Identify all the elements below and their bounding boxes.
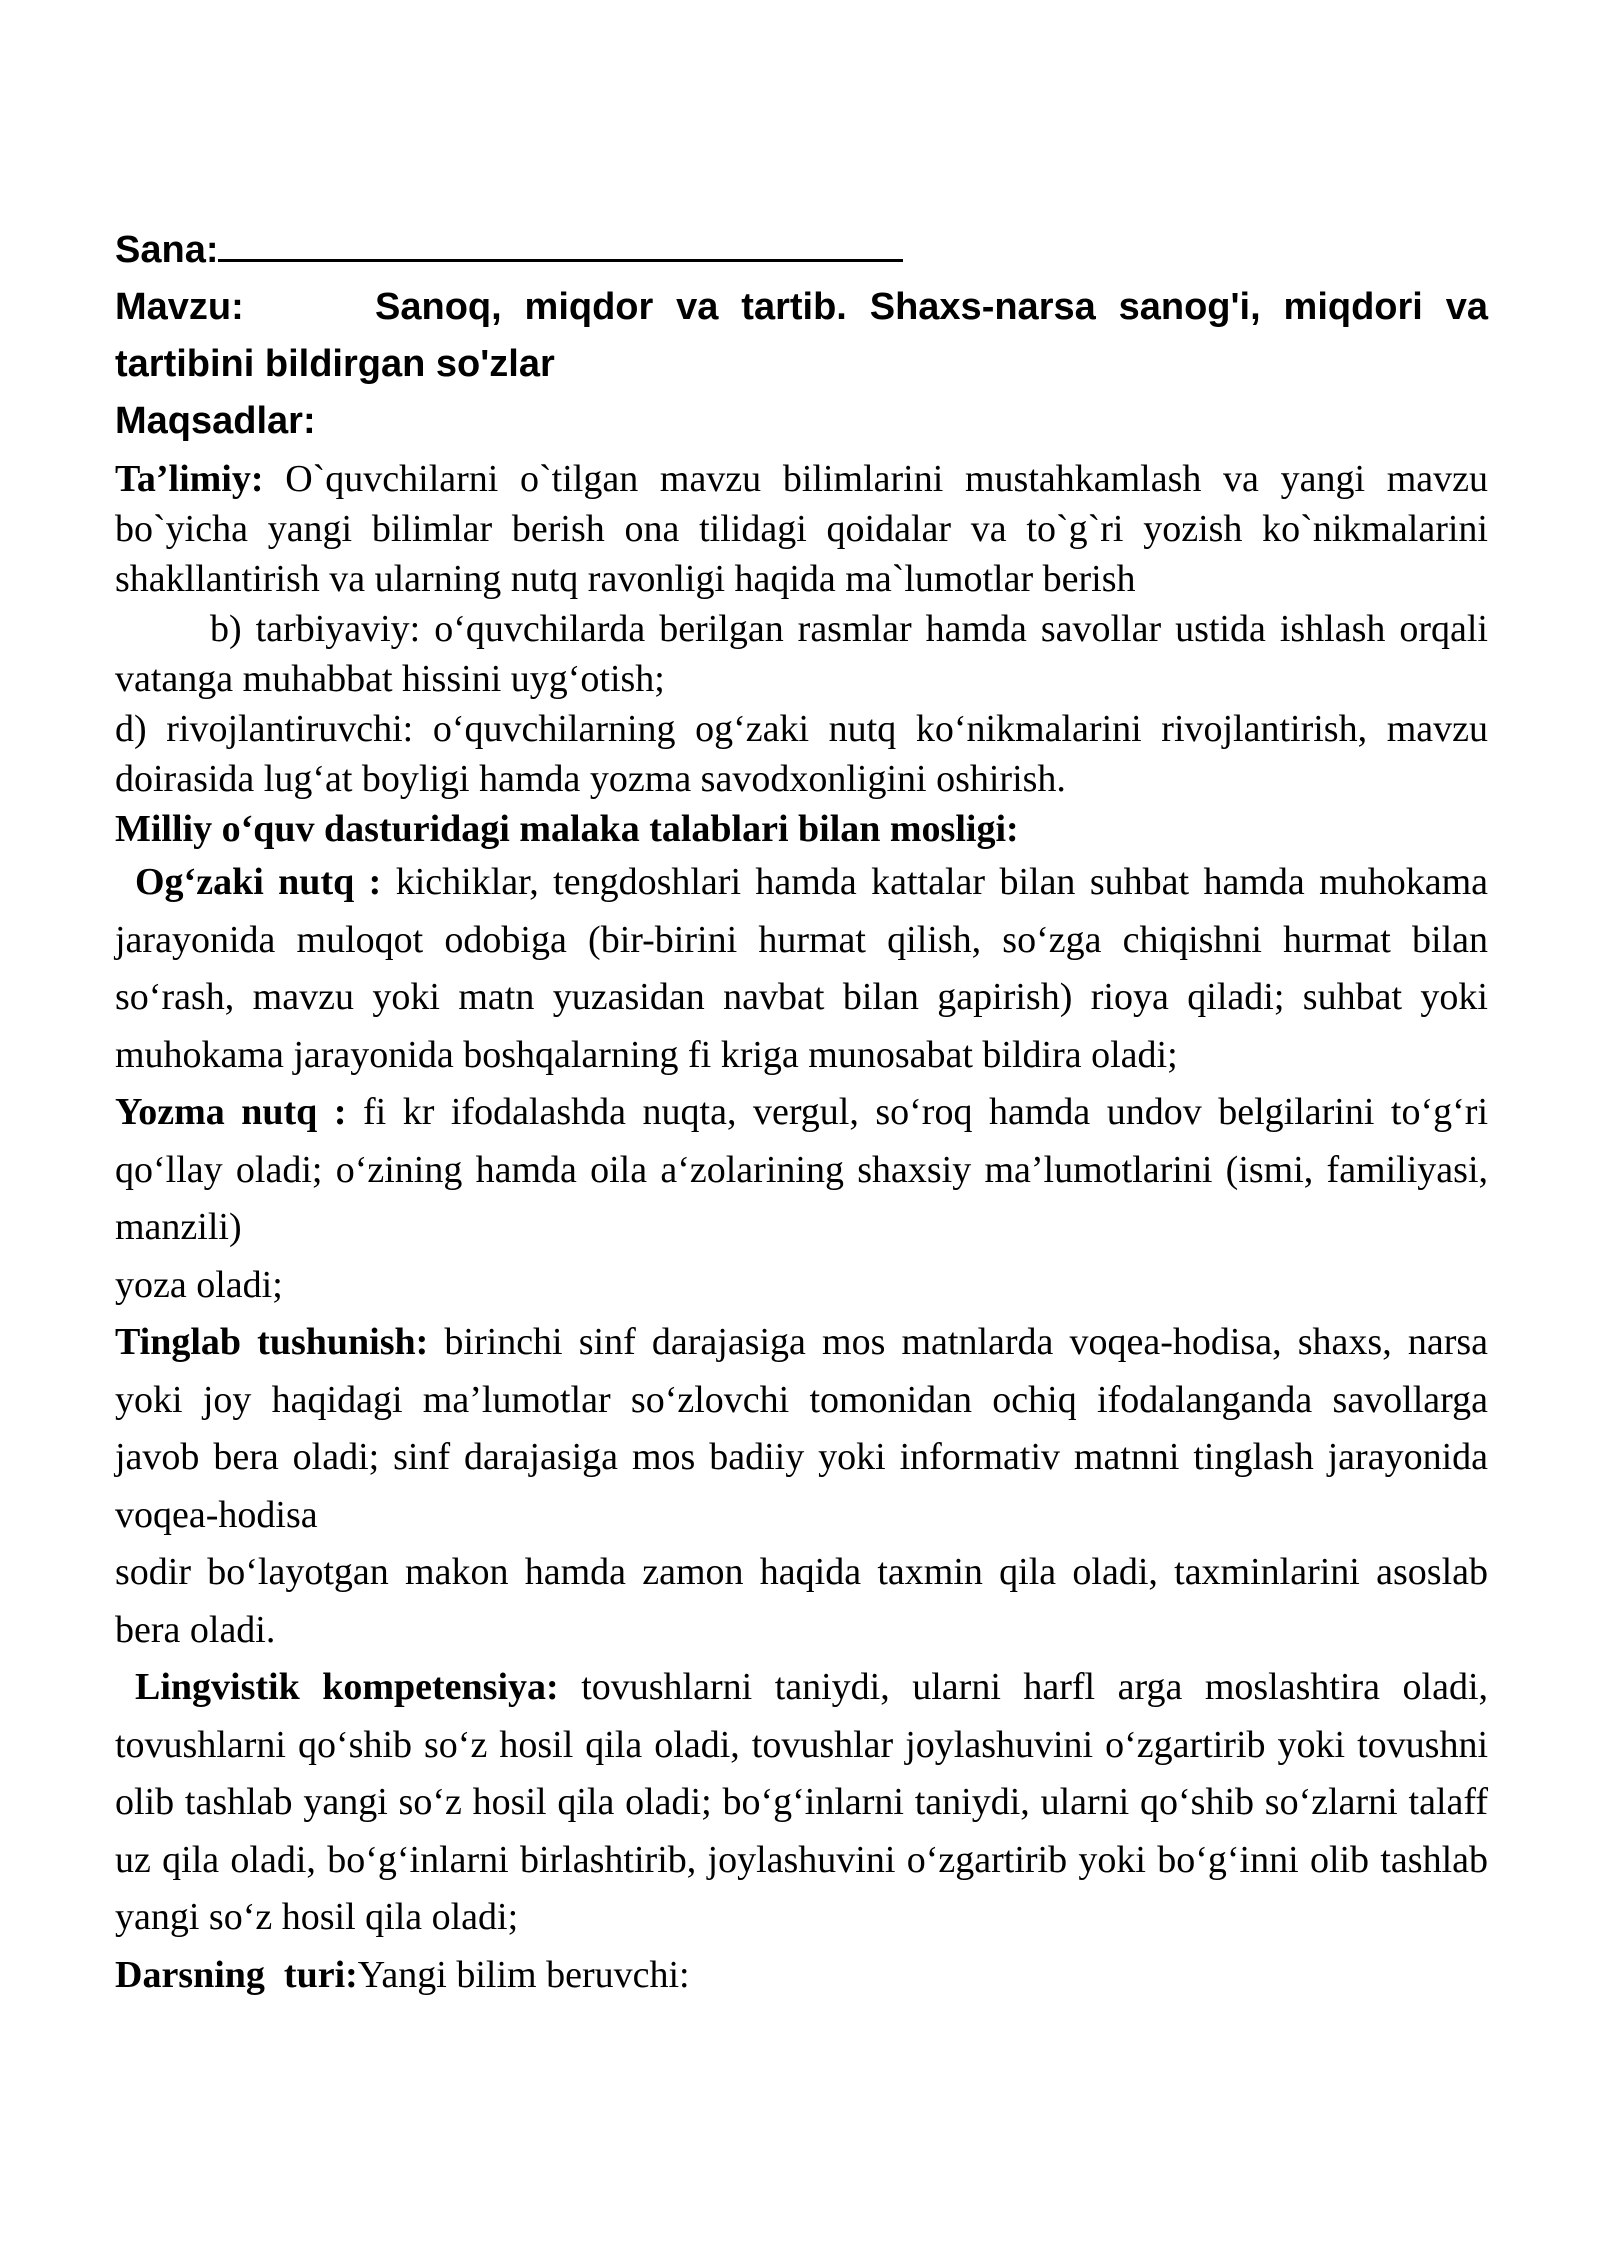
linguistic-text: tovushlarni taniydi, ularni harfl arga moslashtira oladi, tovushlarni qo‘shib so‘z hosil qila oladi, tovushlar joylashuvini o‘zgartirib yoki tovushni olib tashlab yangi so‘z hosil qila oladi; bo‘g‘inlarni taniydi, ularni qo‘shib so‘zlarni talaff uz qila oladi, bo‘g‘inlarni birlashtirib, joylashuvini o‘zgartirib yoki bo‘g‘inni olib tashlab yangi so‘z hosil qila oladi; — [115, 1666, 1489, 1938]
lesson-type-value: Yangi bilim beruvchi: — [357, 1953, 690, 1996]
curriculum-heading: Milliy o‘quv dasturidagi malaka talablari bilan mosligi: — [115, 808, 1019, 850]
upbringing-goal: b) tarbiyaviy: o‘quvchilarda berilgan rasmlar hamda savollar ustida ishlash orqali vatanga muhabbat hissini uyg‘otish; — [115, 608, 1488, 700]
educational-goal-label: Ta’limiy: — [115, 458, 264, 500]
written-speech-label: Yozma nutq : — [115, 1091, 347, 1133]
date-label: Sana: — [115, 229, 219, 271]
written-speech-text: fi kr ifodalashda nuqta, vergul, so‘roq hamda undov belgilarini to‘g‘ri qo‘llay oladi; o‘zining hamda oila a‘zolarining shaxsiy ma’lumotlarini (ismi, familiyasi, manzili) — [115, 1091, 1488, 1248]
listening-text: birinchi sinf darajasiga mos matnlarda voqea-hodisa, shaxs, narsa yoki joy haqidagi ma’lumotlar so‘zlovchi tomonidan ochiq ifodalanganda savollarga javob bera oladi; sinf darajasiga mos badiiy yoki informativ matnni tinglash jarayonida voqea-hodisa — [115, 1321, 1489, 1536]
date-line — [115, 222, 1488, 279]
lesson-type-label: Darsning turi: — [115, 1953, 358, 1996]
oral-speech-paragraph — [115, 854, 1488, 1084]
listening-continuation: sodir bo‘layotgan makon hamda zamon haqida taxmin qila oladi, taxminlarini asoslab bera oladi. — [115, 1551, 1488, 1651]
developmental-goal: d) rivojlantiruvchi: o‘quvchilarning og‘zaki nutq ko‘nikmalarini rivojlantirish, mavzu doirasida lug‘at boyligi hamda yozma savodxonligini oshirish. — [115, 708, 1488, 800]
educational-goal — [115, 454, 1488, 604]
linguistic-paragraph — [115, 1659, 1488, 1947]
oral-speech-text: kichiklar, tengdoshlari hamda kattalar bilan suhbat hamda muhokama jarayonida muloqot odobiga (bir-birini hurmat qilish, so‘zga chiqishni hurmat bilan so‘rash, mavzu yoki matn yuzasidan navbat bilan gapirish) rioya qiladi; suhbat yoki muhokama jarayonida boshqalarning fi kriga munosabat bildira oladi; — [115, 861, 1489, 1076]
topic-label: Mavzu: — [115, 286, 244, 328]
date-blank-field — [218, 223, 903, 262]
listening-paragraph — [115, 1314, 1488, 1544]
lesson-type-line — [115, 1947, 1488, 2005]
written-speech-paragraph — [115, 1084, 1488, 1257]
topic-line — [115, 279, 1488, 393]
oral-speech-label: Og‘zaki nutq : — [135, 861, 382, 903]
educational-goal-text: O`quvchilarni o`tilgan mavzu bilimlarini mustahkamlash va yangi mavzu bo`yicha yangi bilimlar berish ona tilidagi qoidalar va to`g`ri yozish ko`nikmalarini shakllantirish va ularning nutq ravonligi haqida ma`lumotlar berish — [115, 458, 1488, 600]
written-speech-continuation: yoza oladi; — [115, 1263, 283, 1306]
topic-text: Sanoq, miqdor va tartib. Shaxs-narsa sanog'i, miqdori va tartibini bildirgan so'zlar — [115, 286, 1488, 385]
listening-label: Tinglab tushunish: — [115, 1321, 429, 1363]
linguistic-label: Lingvistik kompetensiya: — [135, 1666, 559, 1708]
goals-heading: Maqsadlar: — [115, 400, 316, 442]
